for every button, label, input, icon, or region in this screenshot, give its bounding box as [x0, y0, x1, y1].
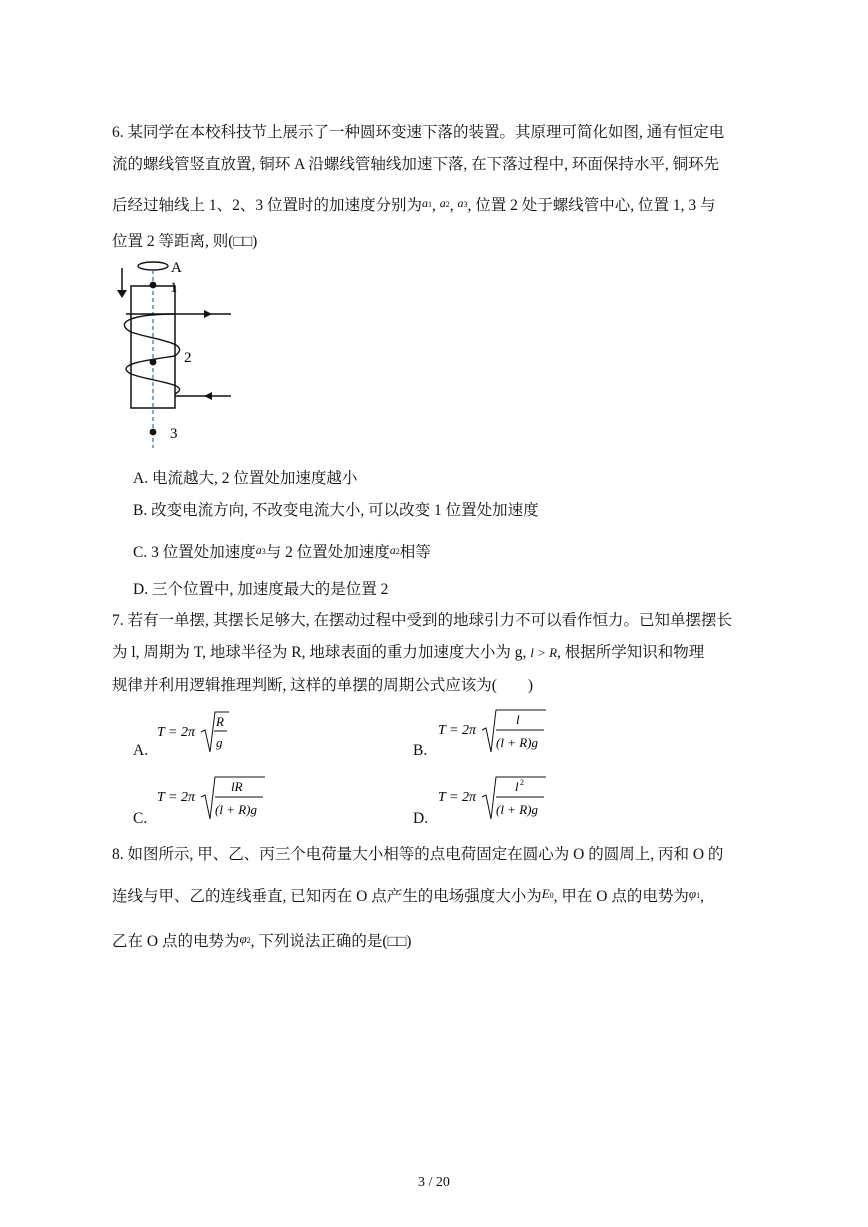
q7-choice-d-label: D.	[413, 810, 429, 827]
q6-line-3-tail: 位置 2 处于螺线管中心, 位置 1, 3 与	[475, 197, 716, 214]
formula-a	[155, 708, 245, 756]
formula-d	[436, 773, 551, 825]
q7-line-3: 规律并利用逻辑推理判断, 这样的单摆的周期公式应该为( )	[112, 677, 534, 694]
q6-option-b: B. 改变电流方向, 不改变电流大小, 可以改变 1 位置处加速度	[133, 502, 539, 519]
symbol-a2-c: a2	[389, 543, 400, 557]
ring-label: A	[171, 260, 182, 276]
q8-line-2: 连线与甲、乙的连线垂直, 已知丙在 O 点产生的电场强度大小为E0, 甲在 O 点的电势为φ1,	[112, 886, 704, 905]
formula-b	[436, 706, 551, 758]
symbol-a3: a3	[457, 196, 468, 210]
q7-choice-b-label: B.	[413, 742, 428, 759]
solenoid-figure	[108, 256, 248, 456]
svg-text:T = 2π: T = 2π	[438, 723, 476, 738]
point-3-label: 3	[170, 426, 178, 442]
q8-line-3: 乙在 O 点的电势为φ2, 下列说法正确的是(□□)	[112, 931, 412, 950]
point-3	[150, 429, 157, 436]
symbol-a1: a1	[422, 196, 433, 210]
symbol-e0: E0	[541, 886, 554, 901]
symbol-phi1: φ1	[688, 886, 701, 901]
point-2-label: 2	[184, 350, 192, 366]
symbol-phi2: φ2	[239, 931, 251, 946]
point-2	[150, 359, 157, 366]
svg-text:(l + R)g: (l + R)g	[496, 802, 538, 817]
svg-text:l: l	[516, 712, 520, 727]
point-1	[150, 282, 157, 289]
svg-text:T = 2π: T = 2π	[157, 725, 195, 740]
svg-text:l: l	[515, 779, 519, 794]
copper-ring	[138, 262, 168, 270]
page-number: 3 / 20	[418, 1175, 450, 1190]
svg-text:T = 2π: T = 2π	[438, 790, 476, 805]
q6-line-3: 后经过轴线上 1、2、3 位置时的加速度分别为a1, a2, a3, 位置 2 处于螺线管中心, 位置 1, 3 与	[112, 196, 716, 214]
q6-option-a: A. 电流越大, 2 位置处加速度越小	[133, 470, 358, 487]
q6-line-4: 位置 2 等距离, 则(□□)	[112, 233, 258, 250]
q6-option-c: C. 3 位置处加速度a3与 2 位置处加速度a2相等	[133, 543, 431, 561]
formula-c	[155, 773, 270, 825]
svg-text:(l + R)g: (l + R)g	[215, 802, 257, 817]
svg-text:T = 2π: T = 2π	[157, 790, 195, 805]
q6-line-3-text: 后经过轴线上 1、2、3 位置时的加速度分别为	[112, 197, 423, 214]
svg-text:R: R	[216, 714, 224, 729]
q7-choice-a-label: A.	[133, 742, 149, 759]
svg-text:lR: lR	[231, 779, 243, 794]
q6-line-1: 6. 某同学在本校科技节上展示了一种圆环变速下落的装置。其原理可简化如图, 通有恒定电	[112, 124, 725, 141]
point-1-label: 1	[170, 280, 178, 296]
symbol-a3-c: a3	[255, 543, 266, 557]
symbol-a2: a2	[439, 196, 450, 210]
q7-line-2: 为 l, 周期为 T, 地球半径为 R, 地球表面的重力加速度大小为 g, l > R, 根据所学知识和物理	[112, 644, 705, 661]
q7-choice-c-label: C.	[133, 810, 148, 827]
svg-text:(l + R)g: (l + R)g	[496, 735, 538, 750]
condition: l > R	[530, 645, 558, 660]
q6-line-2: 流的螺线管竖直放置, 铜环 A 沿螺线管轴线加速下落, 在下落过程中, 环面保持水平, 铜环先	[112, 156, 720, 173]
q8-line-1: 8. 如图所示, 甲、乙、丙三个电荷量大小相等的点电荷固定在圆心为 O 的圆周上, 丙和 O 的	[112, 846, 724, 863]
q6-option-d: D. 三个位置中, 加速度最大的是位置 2	[133, 581, 389, 598]
q7-line-1: 7. 若有一单摆, 其摆长足够大, 在摆动过程中受到的地球引力不可以看作恒力。已知单摆摆长	[112, 612, 733, 629]
svg-text:g: g	[216, 735, 223, 750]
svg-text:2: 2	[520, 778, 524, 787]
